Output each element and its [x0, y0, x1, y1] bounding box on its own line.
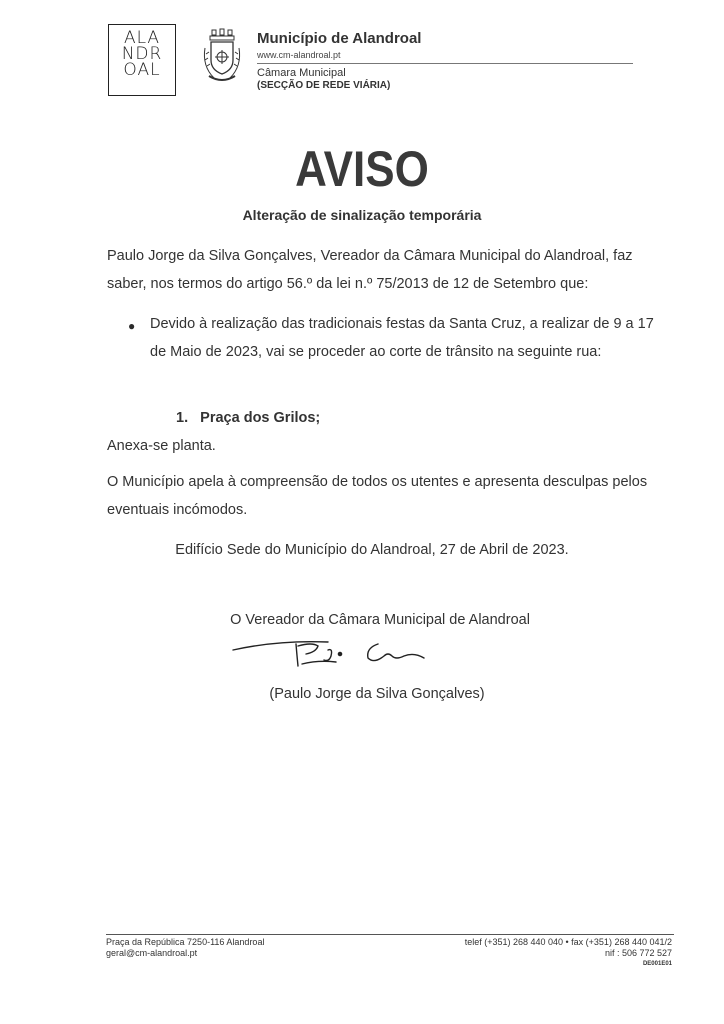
appeal-paragraph: O Município apela à compreensão de todos os utentes e apresenta desculpas pelos eventuais incómodos. [107, 474, 648, 518]
notice-title: AVISO [295, 141, 429, 197]
footer-divider [106, 934, 674, 935]
municipality-name: Município de Alandroal [257, 30, 422, 47]
municipality-logo [108, 24, 176, 96]
handwritten-signature [228, 630, 448, 678]
signatory-role: O Vereador da Câmara Municipal de Alandroal [230, 612, 530, 628]
coat-of-arms-icon [200, 28, 244, 88]
website-url: www.cm-alandroal.pt [257, 50, 341, 60]
document-code: DE001E01 [642, 961, 672, 967]
signatory-name: (Paulo Jorge da Silva Gonçalves) [269, 686, 485, 702]
footer-email: geral@cm-alandroal.pt [106, 948, 198, 958]
bullet-paragraph: Devido à realização das tradicionais festas da Santa Cruz, a realizar de 9 a 17 de Maio de 2023, vai se proceder ao corte de trânsito na seguinte rua: [150, 316, 654, 360]
street-list-item: 1. Praça dos Grilos; [176, 410, 321, 426]
department-name: Câmara Municipal [257, 67, 346, 79]
annex-note: Anexa-se planta. [107, 438, 216, 454]
intro-paragraph: Paulo Jorge da Silva Gonçalves, Vereador da Câmara Municipal do Alandroal, faz saber, nos termos do artigo 56.º da lei n.º 75/2013 de 12 de Setembro que: [107, 248, 633, 292]
bullet-icon: ● [128, 319, 136, 333]
footer-nif: nif : 506 772 527 [604, 948, 672, 958]
section-name: (SECÇÃO DE REDE VIÁRIA) [257, 80, 391, 91]
footer-phone: telef (+351) 268 440 040 • fax (+351) 268 440 041/2 [464, 937, 672, 947]
place-date: Edifício Sede do Município do Alandroal, 27 de Abril de 2023. [175, 542, 569, 558]
footer-address: Praça da República 7250-116 Alandroal [106, 937, 265, 947]
header-divider [257, 63, 633, 64]
logo-line: NDR [121, 44, 163, 64]
notice-subtitle: Alteração de sinalização temporária [242, 207, 482, 223]
logo-line: ALA [123, 28, 161, 48]
logo-line: OAL [123, 60, 161, 80]
